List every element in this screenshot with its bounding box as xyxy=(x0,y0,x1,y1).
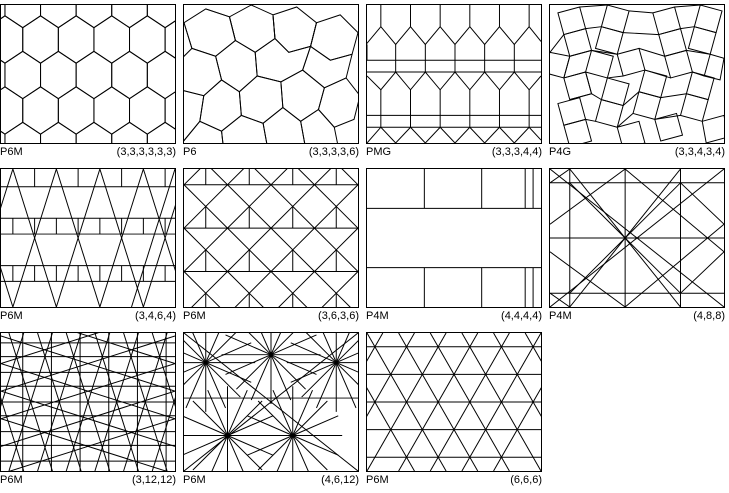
tiling-cell-4 xyxy=(549,4,725,160)
tiling-cell-10 xyxy=(183,332,359,488)
tiling-caption-2 xyxy=(183,144,359,160)
tiling-figure-elongated-triangular-3 xyxy=(366,4,542,144)
snub-square-pattern-svg xyxy=(550,5,724,143)
tiling-cell-9 xyxy=(0,332,176,488)
tiling-config-label: (4,8,8) xyxy=(693,310,725,322)
tiling-config-label: (3,3,4,3,4) xyxy=(674,146,725,158)
trihexagonal-pattern-svg xyxy=(184,169,358,307)
tiling-config-label: (4,4,4,4) xyxy=(501,310,542,322)
elongated-triangular-pattern-svg xyxy=(367,5,541,143)
snub-hexagonal-pattern-svg xyxy=(184,5,358,143)
tiling-group-label: P6M xyxy=(183,310,206,322)
tiling-config-label: (3,4,6,4) xyxy=(135,310,176,322)
tiling-caption-5 xyxy=(0,308,176,324)
square-pattern-svg xyxy=(367,169,541,307)
tiling-caption-9 xyxy=(0,472,176,488)
rhombitrihexagonal-pattern-svg xyxy=(1,169,175,307)
tiling-group-label: P4M xyxy=(549,310,572,322)
tiling-figure-truncated-hexagonal-9 xyxy=(0,332,176,472)
tiling-cell-5 xyxy=(0,168,176,324)
tiling-caption-4 xyxy=(549,144,725,160)
tiling-figure-truncated-square-8 xyxy=(549,168,725,308)
tiling-config-label: (3,3,3,3,3,3) xyxy=(116,146,176,158)
tiling-config-label: (6,6,6) xyxy=(510,474,542,486)
tiling-cell-6 xyxy=(183,168,359,324)
tiling-figure-square-7 xyxy=(366,168,542,308)
tiling-group-label: P6M xyxy=(0,310,23,322)
tiling-caption-10 xyxy=(183,472,359,488)
tiling-figure-rhombitrihexagonal-5 xyxy=(0,168,176,308)
tiling-caption-6 xyxy=(183,308,359,324)
tiling-figure-hexagonal-11 xyxy=(366,332,542,472)
tiling-caption-8 xyxy=(549,308,725,324)
tiling-group-label: P6 xyxy=(183,146,197,158)
tiling-group-label: P4G xyxy=(549,146,572,158)
truncated-trihexagonal-pattern-svg xyxy=(184,333,358,471)
tiling-caption-7 xyxy=(366,308,542,324)
tiling-figure-truncated-trihexagonal-10 xyxy=(183,332,359,472)
truncated-square-pattern-svg xyxy=(550,169,724,307)
tiling-config-label: (3,6,3,6) xyxy=(318,310,359,322)
tiling-caption-3 xyxy=(366,144,542,160)
tiling-config-label: (3,3,3,3,6) xyxy=(308,146,359,158)
tiling-group-label: P6M xyxy=(183,474,206,486)
tiling-cell-8 xyxy=(549,168,725,324)
tiling-cell-7 xyxy=(366,168,542,324)
tiling-figure-trihexagonal-6 xyxy=(183,168,359,308)
tiling-cell-1 xyxy=(0,4,176,160)
tiling-group-label: P6M xyxy=(0,474,23,486)
tiling-cell-3 xyxy=(366,4,542,160)
tiling-config-label: (4,6,12) xyxy=(321,474,359,486)
tiling-cell-2 xyxy=(183,4,359,160)
tiling-cell-11 xyxy=(366,332,542,488)
tiling-group-label: P4M xyxy=(366,310,389,322)
tiling-caption-11 xyxy=(366,472,542,488)
truncated-hexagonal-pattern-svg xyxy=(1,333,175,471)
tiling-group-label: P6M xyxy=(0,146,23,158)
triangular-lattice-pattern-svg xyxy=(367,333,541,471)
tiling-group-label: P6M xyxy=(366,474,389,486)
tiling-config-label: (3,3,3,4,4) xyxy=(491,146,542,158)
tiling-figure-hexagonal-1 xyxy=(0,4,176,144)
tiling-figure-snub-square-4 xyxy=(549,4,725,144)
hexagon-pattern-svg xyxy=(1,5,175,143)
tiling-caption-1 xyxy=(0,144,176,160)
tiling-config-label: (3,12,12) xyxy=(131,474,176,486)
tiling-figure-snub-hexagonal-2 xyxy=(183,4,359,144)
tiling-group-label: PMG xyxy=(366,146,392,158)
